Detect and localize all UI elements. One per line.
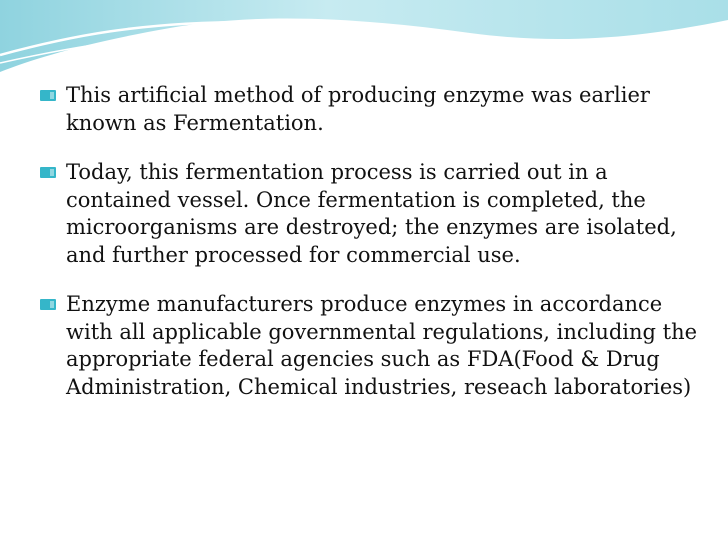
bullet-item [38, 82, 698, 137]
square-bullet-icon [40, 167, 56, 178]
bullet-text: Enzyme manufacturers produce enzymes in accordance with all applicable governmental regulations, including the appropriate federal agencies such as FDA(Food & Drug Administration, Chemical industries, reseach laboratories) [66, 292, 698, 399]
bullet-item [38, 291, 698, 401]
square-bullet-icon [40, 299, 56, 310]
bullet-item [38, 159, 698, 269]
bullet-list [38, 82, 698, 423]
header-wave-decoration [0, 0, 728, 80]
square-bullet-icon [40, 90, 56, 101]
bullet-text: This artificial method of producing enzyme was earlier known as Fermentation. [66, 83, 650, 135]
bullet-text: Today, this fermentation process is carried out in a contained vessel. Once fermentation is completed, the microorganisms are destroyed; the enzymes are isolated, and further processed for commercial use. [66, 160, 677, 267]
